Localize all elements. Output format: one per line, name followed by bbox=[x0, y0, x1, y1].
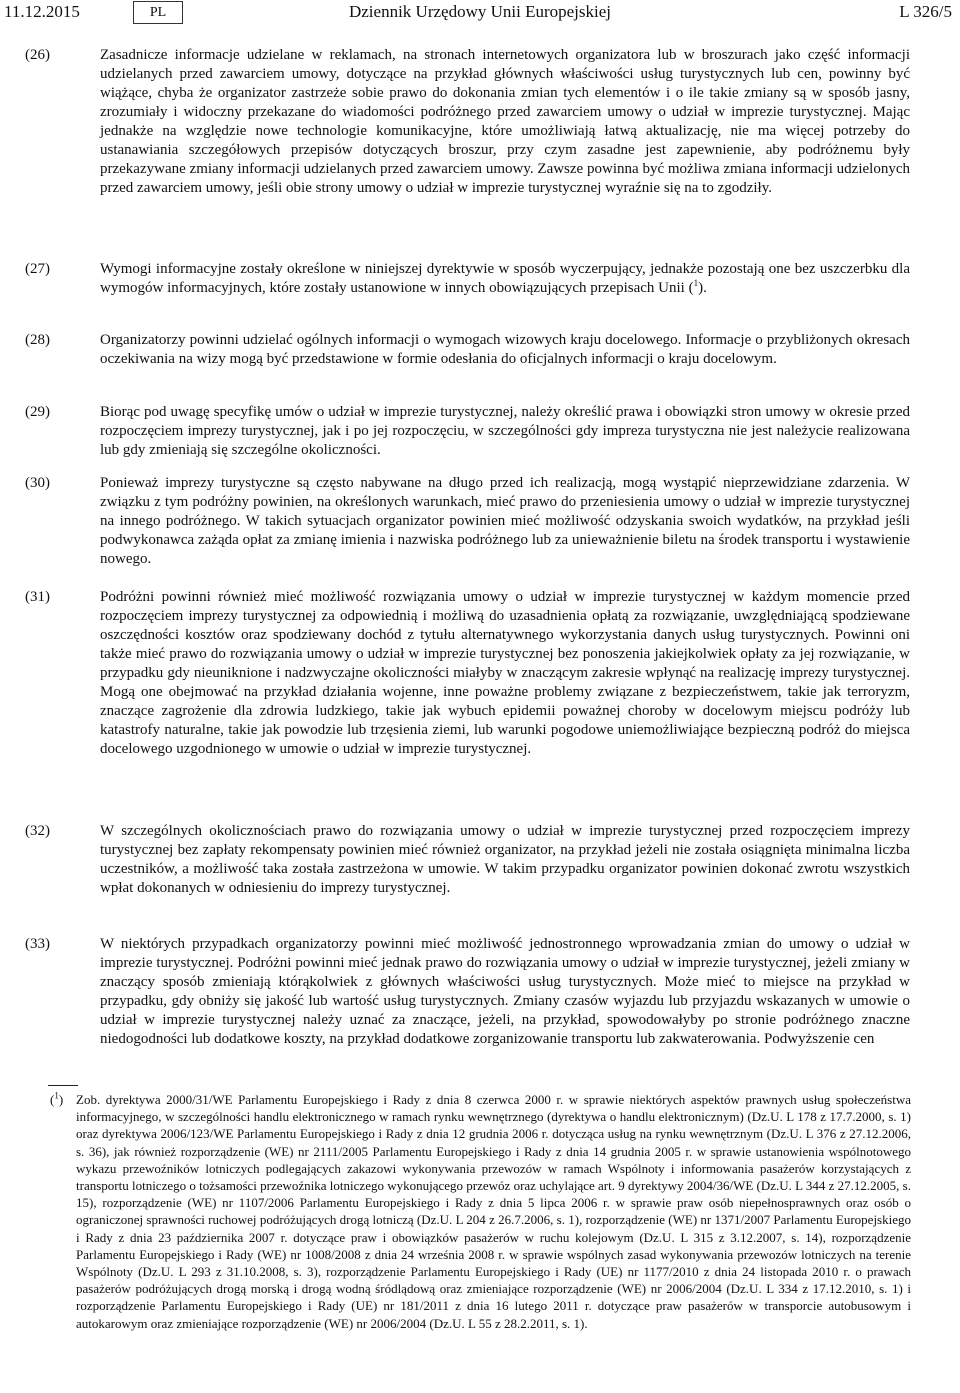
recital-number: (27) bbox=[25, 261, 50, 277]
footnote-text: Zob. dyrektywa 2000/31/WE Parlamentu Europejskiego i Rady z dnia 8 czerwca 2000 r. w sprawie niektórych aspektów prawnych usług społeczeństwa informacyjnego, w szczególności handlu elektronicznego w ramach rynku wewnętrznego (dyrektywa o handlu elektronicznym) (Dz.U. L 178 z 17.7.2000, s. 1) oraz dyrektywa 2006/123/WE Parlamentu Europejskiego i Rady z dnia 12 grudnia 2006 r. dotycząca usług na rynku wewnętrznym (Dz.U. L 376 z 27.12.2006, s. 36), jak również rozporządzenie (WE) nr 2111/2005 Parlamentu Europejskiego i Rady z dnia 14 grudnia 2005 r. w sprawie ustanowienia wspólnotowego wykazu przewoźników lotniczych podlegających zakazowi wykonywania przewozów w ramach Wspólnoty i informowania pasażerów korzystających z transportu lotniczego o tożsamości przewoźnika lotniczego wykonującego przewóz oraz uchylające art. 9 dyrektywy 2004/36/WE (Dz.U. L 344 z 27.12.2005, s. 15), rozporządzenie (WE) nr 1107/2006 Parlamentu Europejskiego i Rady z dnia 5 lipca 2006 r. w sprawie praw osób niepełnosprawnych oraz osób o ograniczonej sprawności ruchowej podróżujących drogą lotniczą (Dz.U. L 204 z 26.7.2006, s. 1), rozporządzenie (WE) nr 1371/2007 Parlamentu Europejskiego i Rady z dnia 23 października 2007 r. dotyczące praw i obowiązków pasażerów w ruchu kolejowym (Dz.U. L 315 z 3.12.2007, s. 14), rozporządzenie Parlamentu Europejskiego i Rady (WE) nr 1008/2008 z dnia 24 września 2008 r. w sprawie wspólnych zasad wykonywania przewozów lotniczych na terenie Wspólnoty (Dz.U. L 293 z 31.10.2008, s. 3), rozporządzenie Parlamentu Europejskiego i Rady (UE) nr 1177/2010 z dnia 24 listopada 2010 r. o prawach pasażerów podróżujących drogą morską i drogą wodną śródlądową oraz zmieniające rozporządzenie (WE) nr 2006/2004 (Dz.U. L 334 z 17.12.2010, s. 1) i rozporządzenie Parlamentu Europejskiego i Rady (UE) nr 181/2011 z dnia 16 lutego 2011 r. dotyczące praw pasażerów w transporcie autobusowym i autokarowym oraz zmieniające rozporządzenie (WE) nr 2006/2004 (Dz.U. L 55 z 28.2.2011, s. 1). bbox=[76, 1092, 911, 1331]
page-header bbox=[0, 0, 960, 30]
footnote-marker: ($^1$) bbox=[50, 1090, 64, 1107]
recital-text: Biorąc pod uwagę specyfikę umów o udział w imprezie turystycznej, należy określić prawa i obowiązki stron umowy w okresie przed rozpoczęciem imprezy turystycznej, jak i po jej rozpoczęciu, w szczególności gdy impreza turystyczna nie jest należycie realizowana lub gdy zmieniają się szczególne okoliczności. bbox=[100, 404, 910, 458]
footnote-number: 1 bbox=[54, 1090, 59, 1101]
publication-date: 11.12.2015 bbox=[4, 2, 80, 21]
recital-text-body: Wymogi informacyjne zostały określone w niniejszej dyrektywie w sposób wyczerpujący, jednakże pozostają one bez uszczerbku dla wymogów informacyjnych, które zostały ustanowione w innych obowiązujących przepisach Unii bbox=[100, 261, 910, 296]
page-number: L 326/5 bbox=[899, 2, 952, 21]
recital-text: Wymogi informacyjne zostały określone w niniejszej dyrektywie w sposób wyczerpujący, jednakże pozostają one bez uszczerbku dla wymogów informacyjnych, które zostały ustanowione w innych obowiązujących przepisach Unii ($^1$). bbox=[100, 261, 910, 296]
recital-number: (33) bbox=[25, 936, 50, 952]
language-box: PL bbox=[133, 1, 183, 24]
journal-title: Dziennik Urzędowy Unii Europejskiej bbox=[348, 2, 611, 21]
recital-text: Zasadnicze informacje udzielane w reklamach, na stronach internetowych organizatora lub w broszurach jako część informacji udzielanych przed zawarciem umowy, dotyczące na przykład głównych właściwości usług turystycznych lub cen, powinny być wiążące, chyba że organizator zastrzeże sobie prawo do dokonania zmian tych elementów i o ile takie zmiany są w sposób jasny, zrozumiały i widoczny przekazane do wiadomości podróżnego przed zawarciem umowy o udział w imprezie turystycznej. Mając jednakże na względzie nowe technologie komunikacyjne, które umożliwiają łatwą aktualizację, nie ma więcej potrzeby do ustanawiania szczegółowych przepisów dotyczących broszur, przy czym zasadne jest zapewnienie, aby podróżnemu były przekazywane zmiany informacji udzielanych przed zawarciem umowy. Zawsze powinna być możliwa zmiana informacji udzielonych przed zawarciem umowy, jeśli obie strony umowy o udział w imprezie turystycznej wyraźnie się na to zgodziły. bbox=[100, 47, 910, 196]
recital-text: Organizatorzy powinni udzielać ogólnych informacji o wymogach wizowych kraju docelowego. Informacje o przybliżonych okresach oczekiwania na wizy mogą być przedstawione w formie odesłania do oficjalnych informacji o kraju docelowym. bbox=[100, 332, 910, 367]
recital-number: (26) bbox=[25, 47, 50, 63]
recital-text: Podróżni powinni również mieć możliwość rozwiązania umowy o udział w imprezie turystycznej w każdym momencie przed rozpoczęciem imprezy turystycznej za odpowiednią i możliwą do uzasadnienia opłatą za rozwiązanie, uwzględniającą spodziewane oszczędności kosztów oraz spodziewany dochód z tytułu alternatywnego wykorzystania danych usług turystycznych. Powinni oni także mieć prawo do rozwiązania umowy o udział w imprezie turystycznej bez ponoszenia jakiejkolwiek opłaty za jej rozwiązanie, w przypadku gdy nieuniknione i nadzwyczajne okoliczności miałyby w znaczącym zakresie wpłynąć na realizację imprezy turystycznej. Mogą one obejmować na przykład działania wojenne, inne poważne problemy związane z bezpieczeństwem, takie jak terroryzm, znaczące zagrożenie dla zdrowia ludzkiego, takie jak wybuch epidemii poważnej choroby w docelowym miejscu podróży lub katastrofy naturalne, takie jak powodzie lub trzęsienia ziemi, lub warunki pogodowe uniemożliwiające bezpieczną podróż do miejsca docelowego uzgodnionego w umowie o udział w imprezie turystycznej. bbox=[100, 589, 910, 757]
recital-text: W niektórych przypadkach organizatorzy powinni mieć możliwość jednostronnego wprowadzania zmian do umowy o udział w imprezie turystycznej. Podróżni powinni mieć jednak prawo do rozwiązania umowy o udział w imprezie turystycznej, jeżeli zmiany w znaczący sposób zmieniają którąkolwiek z głównych właściwości usług turystycznych. Może mieć to miejsce na przykład w przypadku, gdy obniży się jakość lub wartość usług turystycznych. Zmiany czasów wyjazdu lub przyjazdu wskazanych w umowie o udział w imprezie turystycznej należy uznać za znaczące, jeżeli, na przykład, spowodowałyby po stronie podróżnego znaczne niedogodności lub dodatkowe koszty, na przykład dodatkowe zorganizowanie transportu lub zakwaterowania. Podwyższenie cen bbox=[100, 936, 910, 1047]
recital-number: (31) bbox=[25, 589, 50, 605]
footnote-reference[interactable]: 1 bbox=[693, 278, 699, 288]
recital-number: (28) bbox=[25, 332, 50, 348]
recital-number: (32) bbox=[25, 823, 50, 839]
recital-text: Ponieważ imprezy turystyczne są często nabywane na długo przed ich realizacją, mogą wystąpić nieprzewidziane zdarzenia. W związku z tym podróżny powinien, na określonych warunkach, mieć prawo do przeniesienia umowy o udział w imprezie turystycznej na innego podróżnego. W takich sytuacjach organizator powinien mieć możliwość odzyskania swoich wydatków, na przykład jeśli podwykonawca zażąda opłat za zmianę imienia i nazwiska podróżnego lub za unieważnienie biletu na środek transportu i wystawienie nowego. bbox=[100, 475, 910, 567]
recital-number: (30) bbox=[25, 475, 50, 491]
recital-number: (29) bbox=[25, 404, 50, 420]
recital-text-end: . bbox=[703, 280, 707, 296]
recital-text: W szczególnych okolicznościach prawo do rozwiązania umowy o udział w imprezie turystycznej przed rozpoczęciem imprezy turystycznej bez zapłaty rekompensaty powinien mieć również organizator, na przykład jeżeli nie została osiągnięta minimalna liczba uczestników, a możliwość taka została zastrzeżona w umowie. W takim przypadku organizator powinien dokonać zwrotu wszystkich wpłat dokonanych w odniesieniu do imprezy turystycznej. bbox=[100, 823, 910, 896]
footnote-separator bbox=[48, 1085, 78, 1086]
